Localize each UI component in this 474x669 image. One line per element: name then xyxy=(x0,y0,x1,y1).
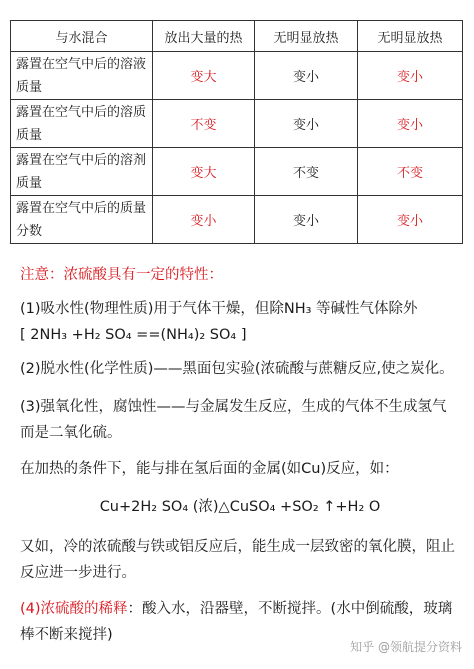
table-cell: 不变 xyxy=(255,148,358,196)
header-cell: 无明显放热 xyxy=(358,21,463,52)
passivation-note: 又如，冷的浓硫酸与铁或铝反应后，能生成一层致密的氧化膜，阻止反应进一步进行。 xyxy=(20,539,455,581)
table-cell: 变大 xyxy=(153,148,255,196)
table-cell: 变大 xyxy=(153,52,255,100)
table-cell: 变小 xyxy=(358,100,463,148)
row-label: 露置在空气中后的溶液质量 xyxy=(11,52,153,100)
table-cell: 不变 xyxy=(153,100,255,148)
table-row xyxy=(11,196,463,244)
property-absorbent-text: (1)吸水性(物理性质)用于气体干燥，但除NH₃ 等碱性气体除外 xyxy=(20,301,418,317)
table-row xyxy=(11,100,463,148)
table-cell: 变小 xyxy=(255,196,358,244)
header-cell: 与水混合 xyxy=(11,21,153,52)
table-cell: 变小 xyxy=(255,100,358,148)
row-label: 露置在空气中后的溶质质量 xyxy=(11,100,153,148)
copper-reaction-equation: Cu+2H₂ SO₄ (浓)△CuSO₄ +SO₂ ↑+H₂ O xyxy=(99,499,381,515)
table-cell: 变小 xyxy=(153,196,255,244)
heating-reaction-intro: 在加热的条件下，能与排在氢后面的金属(如Cu)反应，如： xyxy=(20,461,399,477)
property-oxidizing: (3)强氧化性，腐蚀性——与金属发生反应，生成的气体不生成氢气而是二氧化硫。 xyxy=(20,399,447,441)
property-dehydrating: (2)脱水性(化学性质)——黑面包实验(浓硫酸与蔗糖反应,使之炭化。 xyxy=(20,361,454,377)
table-cell: 变小 xyxy=(358,52,463,100)
dilution-label: (4)浓硫酸的稀释 xyxy=(20,601,128,617)
row-label: 露置在空气中后的质量分数 xyxy=(11,196,153,244)
property-absorbent xyxy=(20,296,460,348)
table-cell: 变小 xyxy=(255,52,358,100)
table-row xyxy=(11,148,463,196)
header-cell: 放出大量的热 xyxy=(153,21,255,52)
table-cell: 不变 xyxy=(358,148,463,196)
watermark: 知乎 @领航提分资料 xyxy=(350,640,462,654)
row-label: 露置在空气中后的溶剂质量 xyxy=(11,148,153,196)
header-cell: 无明显放热 xyxy=(255,21,358,52)
note-title: 注意：浓硫酸具有一定的特性： xyxy=(20,267,223,283)
table-row xyxy=(11,52,463,100)
table-header-row xyxy=(11,21,463,52)
dilution-text: ：酸入水，沿器壁，不断搅拌。(水中倒硫酸，玻璃棒不断来搅拌) xyxy=(20,601,453,643)
comparison-table xyxy=(10,20,463,244)
table-cell: 变小 xyxy=(358,196,463,244)
property-absorbent-formula: [ 2NH₃ +H₂ SO₄ ==(NH₄)₂ SO₄ ] xyxy=(20,327,247,343)
